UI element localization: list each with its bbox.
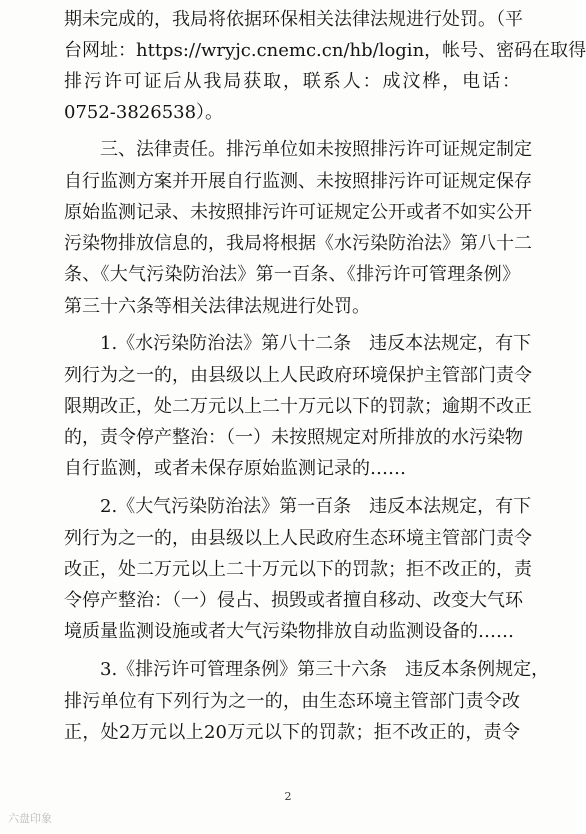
watermark: 六盘印象 xyxy=(8,812,52,825)
text-line: 列行为之一的，由县级以上人民政府环境保护主管部门责令 xyxy=(64,365,532,386)
text-line: 自行监测，或者未保存原始监测记录的…… xyxy=(64,458,406,479)
text-line: 令停产整治：（一）侵占、损毁或者擅自移动、改变大气环 xyxy=(64,590,523,611)
text-line: 排污单位有下列行为之一的，由生态环境主管部门责令改 xyxy=(64,691,520,712)
text-line: 改正，处二万元以上二十万元以下的罚款；拒不改正的，责 xyxy=(64,559,532,580)
text-line: 2.《大气污染防治法》第一百条 违反本法规定，有下 xyxy=(64,496,532,517)
text-line: 的，责令停产整治：（一）未按照规定对所排放的水污染物 xyxy=(64,427,523,448)
page-number: 2 xyxy=(284,790,292,803)
text-line: 限期改正，处二万元以上二十万元以下的罚款；逾期不改正 xyxy=(64,396,532,417)
text-line: 3.《排污许可管理条例》第三十六条 违反本条例规定， xyxy=(64,659,550,680)
text-line: 三、法律责任。排污单位如未按照排污许可证规定制定 xyxy=(64,139,532,160)
text-line: 污染物排放信息的，我局将根据《水污染防治法》第八十二 xyxy=(64,233,532,254)
text-line: 期未完成的，我局将依据环保相关法律法规进行处罚。（平 xyxy=(64,9,523,30)
text-line: 0752-3826538）。 xyxy=(64,102,224,123)
text-line: 排污许可证后从我局获取，联系人：成汶桦，电话： xyxy=(64,71,520,92)
text-line: 列行为之一的，由县级以上人民政府生态环境主管部门责令 xyxy=(64,528,532,549)
text-line: 原始监测记录、未按照排污许可证规定公开或者不如实公开 xyxy=(64,202,532,223)
text-line: 条、《大气污染防治法》第一百条、《排污许可管理条例》 xyxy=(64,264,520,285)
text-line: 1.《水污染防治法》第八十二条 违反本法规定，有下 xyxy=(64,333,532,354)
text-line: 正，处2万元以上20万元以下的罚款；拒不改正的，责令 xyxy=(64,722,520,743)
text-line: 自行监测方案并开展自行监测、未按照排污许可证规定保存 xyxy=(64,171,532,192)
text-line: 境质量监测设施或者大气污染物排放自动监测设备的…… xyxy=(64,621,514,642)
text-line: 第三十六条等相关法律法规进行处罚。 xyxy=(64,296,370,317)
text-line: 台网址：https://wryjc.cnemc.cn/hb/login，帐号、密码在取得 xyxy=(64,40,586,61)
